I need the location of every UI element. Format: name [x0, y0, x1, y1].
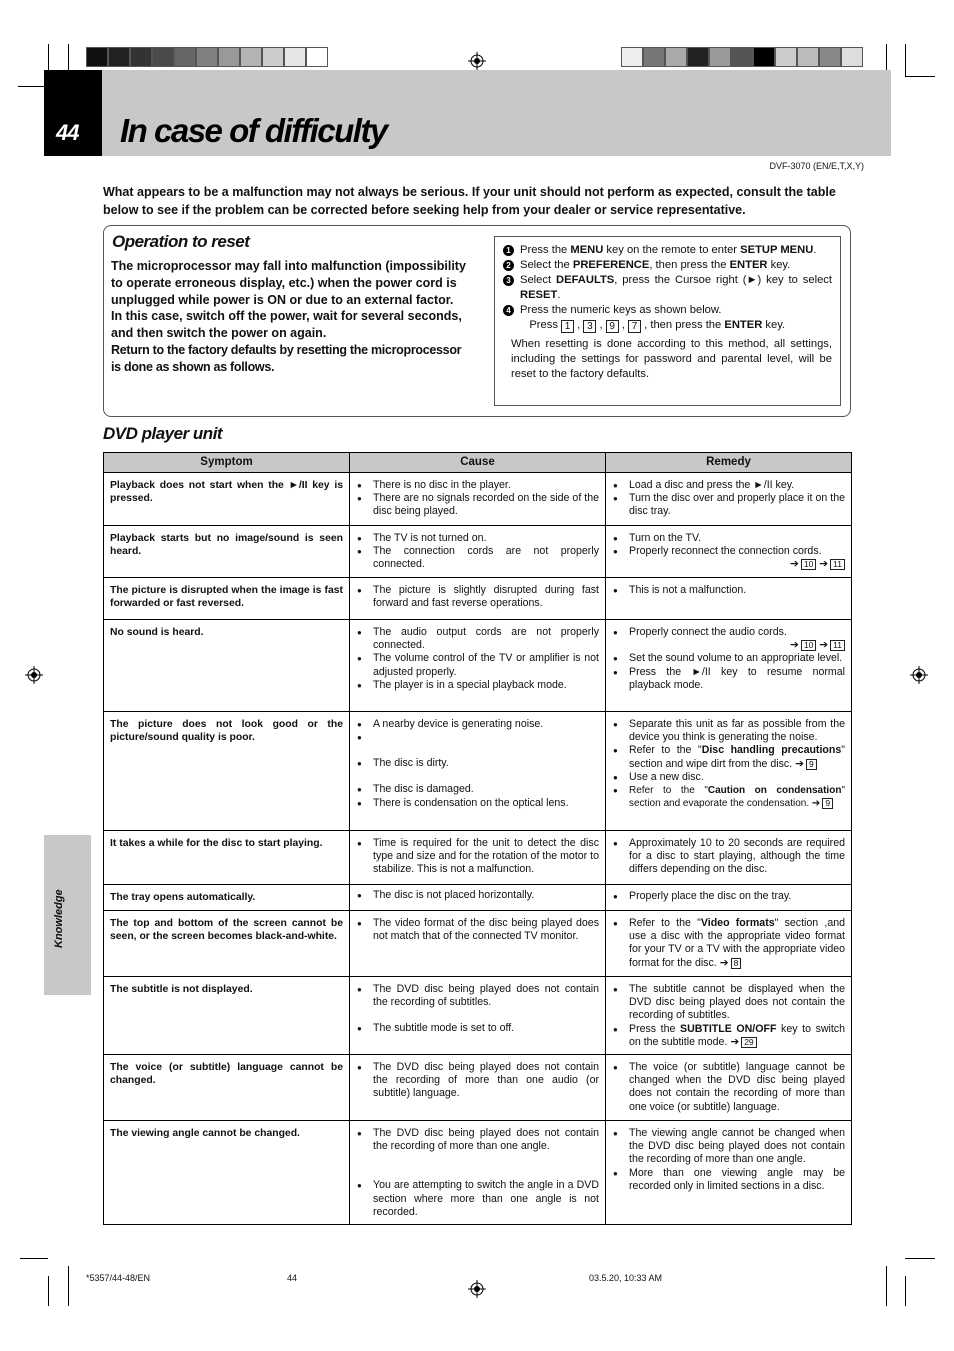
- reset-desc-3: Return to the factory defaults by resetting the microprocessor is done as shown as follows.: [111, 342, 462, 374]
- reset-desc-2: In this case, switch off the power, wait for several seconds, and then switch the power on again.: [111, 309, 462, 341]
- table-row: [104, 911, 852, 977]
- cause-cell: ● The TV is not turned on. ● The connection cords are not properly connected.: [350, 526, 606, 578]
- footer-code: *5357/44-48/EN: [86, 1273, 151, 1283]
- step-number-2: 2: [503, 260, 514, 271]
- cause-cell: ● The video format of the disc being played does not match that of the connected TV monitor.: [350, 911, 606, 977]
- reset-description: [111, 258, 469, 376]
- page-reference: ➔ 29: [730, 1036, 756, 1048]
- table-row: [104, 885, 852, 911]
- reset-note: When resetting is done according to this method, all settings, including the settings for password and parental level, will be reset to the factory defaults.: [511, 338, 832, 380]
- registration-mark-icon: [25, 666, 43, 684]
- page-reference: ➔ 9: [812, 798, 833, 809]
- remedy-cell: ● Turn on the TV. ● Properly reconnect the connection cords. ➔ 10 ➔ 11: [606, 526, 852, 578]
- step-2: 2 Select the PREFERENCE, then press the ENTER key.: [503, 258, 832, 273]
- reset-desc-1: The microprocessor may fall into malfunction (impossibility to operate erroneous display, etc.) when the power cord is unplugged while power is ON or due to an external factor.: [111, 259, 466, 307]
- cause-cell: ● Time is required for the unit to detect the disc type and size and for the rotation of the motor to stabilize. This is not a malfunction.: [350, 831, 606, 885]
- symptom-cell: No sound is heard.: [104, 620, 350, 712]
- page-reference: ➔ 10 ➔ 11: [629, 558, 845, 571]
- remedy-cell: ● Approximately 10 to 20 seconds are required for a disc to start playing, although the time differs depending on the disc.: [606, 831, 852, 885]
- intro-paragraph: What appears to be a malfunction may not always be serious. If your unit should not perform as expected, consult the table below to see if the problem can be corrected before seeking help from your dealer or service representative.: [103, 185, 836, 217]
- table-row: [104, 831, 852, 885]
- table-row: [104, 578, 852, 620]
- cause-cell: ● The DVD disc being played does not contain the recording of more than one angle. ● You are attempting to switch the angle in a DVD section where more than one angle is not recorded.: [350, 1121, 606, 1225]
- crop-mark: [905, 1276, 906, 1306]
- remedy-cell: ● Refer to the "Video formats" section ,and use a disc with the appropriate video format for your TV or a TV with the appropriate video format for the disc. ➔ 8: [606, 911, 852, 977]
- numeric-key: 3: [583, 320, 596, 333]
- side-tab-label: Knowledge: [53, 889, 65, 948]
- crop-mark: [68, 1266, 69, 1306]
- page-reference: ➔ 8: [720, 957, 742, 969]
- remedy-cell: ● Separate this unit as far as possible from the device you think is generating the noise. ● Refer to the "Disc handling precautions" section and wipe dirt from the disc. ➔ 9 ● Use a new disc. ● Refer to the "Caution on condensation" section and evaporate the condensation. ➔ 9: [606, 712, 852, 831]
- crop-mark: [905, 76, 935, 77]
- symptom-cell: The tray opens automatically.: [104, 885, 350, 911]
- header-remedy: Remedy: [606, 453, 852, 473]
- model-number: DVF-3070 (EN/E,T,X,Y): [769, 161, 864, 171]
- cause-cell: ● A nearby device is generating noise. ● ● The disc is dirty. ● The disc is damaged. ● There is condensation on the optical lens.: [350, 712, 606, 831]
- remedy-cell: ● Load a disc and press the ►/II key. ● Turn the disc over and properly place it on the disc tray.: [606, 473, 852, 526]
- crop-mark: [886, 1266, 887, 1306]
- symptom-cell: The subtitle is not displayed.: [104, 977, 350, 1055]
- calibration-swatches-left: [86, 47, 328, 67]
- step-1: 1 Press the MENU key on the remote to enter SETUP MENU.: [503, 243, 832, 258]
- table-row: [104, 712, 852, 831]
- cause-cell: ● The picture is slightly disrupted during fast forward and fast reverse operations.: [350, 578, 606, 620]
- remedy-cell: ● The voice (or subtitle) language cannot be changed when the DVD disc being played does not contain the recording of more than one voice (or subtitle) language.: [606, 1055, 852, 1121]
- header-cause: Cause: [350, 453, 606, 473]
- numeric-key: 9: [606, 320, 619, 333]
- table-row: [104, 473, 852, 526]
- table-row: [104, 526, 852, 578]
- crop-mark: [905, 44, 906, 76]
- table-row: [104, 977, 852, 1055]
- table-row: [104, 620, 852, 712]
- symptom-cell: The viewing angle cannot be changed.: [104, 1121, 350, 1225]
- reset-steps: [494, 236, 841, 406]
- page-number: 44: [56, 120, 79, 145]
- symptom-cell: The voice (or subtitle) language cannot be changed.: [104, 1055, 350, 1121]
- step-number-4: 4: [503, 305, 514, 316]
- crop-mark: [20, 1258, 48, 1259]
- page-reference: ➔ 10 ➔ 11: [629, 639, 845, 652]
- crop-mark: [48, 1276, 49, 1306]
- numeric-key: 1: [561, 320, 574, 333]
- table-row: [104, 1055, 852, 1121]
- calibration-swatches-right: [621, 47, 863, 67]
- header-symptom: Symptom: [104, 453, 350, 473]
- cause-cell: ● The disc is not placed horizontally.: [350, 885, 606, 911]
- side-tab: [44, 835, 91, 995]
- symptom-cell: It takes a while for the disc to start playing.: [104, 831, 350, 885]
- dvd-section-title: DVD player unit: [103, 424, 223, 443]
- registration-mark-icon: [468, 52, 486, 70]
- crop-mark: [905, 1258, 935, 1259]
- step-3: 3 Select DEFAULTS, press the Cursoe right (►) key to select RESET.: [503, 273, 832, 303]
- cause-cell: ● The DVD disc being played does not contain the recording of more than one audio (or subtitle) language.: [350, 1055, 606, 1121]
- troubleshooting-table: [103, 452, 852, 1225]
- numeric-key: 7: [628, 320, 641, 333]
- page-reference: ➔ 9: [795, 758, 817, 770]
- page-title: In case of difficulty: [120, 112, 387, 149]
- remedy-cell: ● This is not a malfunction.: [606, 578, 852, 620]
- symptom-cell: Playback does not start when the ►/II key is pressed.: [104, 473, 350, 526]
- footer-page-number: 44: [287, 1273, 298, 1283]
- registration-mark-icon: [468, 1280, 486, 1298]
- footer-date: 03.5.20, 10:33 AM: [589, 1273, 663, 1283]
- symptom-cell: The top and bottom of the screen cannot be seen, or the screen becomes black-and-white.: [104, 911, 350, 977]
- table-row: [104, 1121, 852, 1225]
- step-number-1: 1: [503, 245, 514, 256]
- symptom-cell: The picture is disrupted when the image is fast forwarded or fast reversed.: [104, 578, 350, 620]
- table-header-row: [104, 453, 852, 473]
- cause-cell: ● The DVD disc being played does not contain the recording of subtitles. ● The subtitle mode is set to off.: [350, 977, 606, 1055]
- step-number-3: 3: [503, 275, 514, 286]
- symptom-cell: The picture does not look good or the picture/sound quality is poor.: [104, 712, 350, 831]
- reset-section: [103, 225, 851, 417]
- registration-mark-icon: [910, 666, 928, 684]
- step-4: 4 Press the numeric keys as shown below. Press 1 , 3 , 9 , 7 , then press the ENTER key.: [503, 303, 832, 333]
- remedy-cell: ● Properly connect the audio cords. ➔ 10 ➔ 11 ● Set the sound volume to an appropriate level. ● Press the ►/II key to resume normal playback mode.: [606, 620, 852, 712]
- remedy-cell: ● The viewing angle cannot be changed when the DVD disc being played does not contain the recording of more than one angle. ● More than one viewing angle may be recorded only in limited sections in a disc.: [606, 1121, 852, 1225]
- remedy-cell: ● Properly place the disc on the tray.: [606, 885, 852, 911]
- reset-title: Operation to reset: [112, 232, 250, 251]
- remedy-cell: ● The subtitle cannot be displayed when the DVD disc being played does not contain the recording of subtitles. ● Press the SUBTITLE ON/OFF key to switch on the subtitle mode. ➔ 29: [606, 977, 852, 1055]
- cause-cell: ● The audio output cords are not properly connected. ● The volume control of the TV or amplifier is not adjusted properly. ● The player is in a special playback mode.: [350, 620, 606, 712]
- cause-cell: ● There is no disc in the player. ● There are no signals recorded on the side of the disc being played.: [350, 473, 606, 526]
- symptom-cell: Playback starts but no image/sound is seen heard.: [104, 526, 350, 578]
